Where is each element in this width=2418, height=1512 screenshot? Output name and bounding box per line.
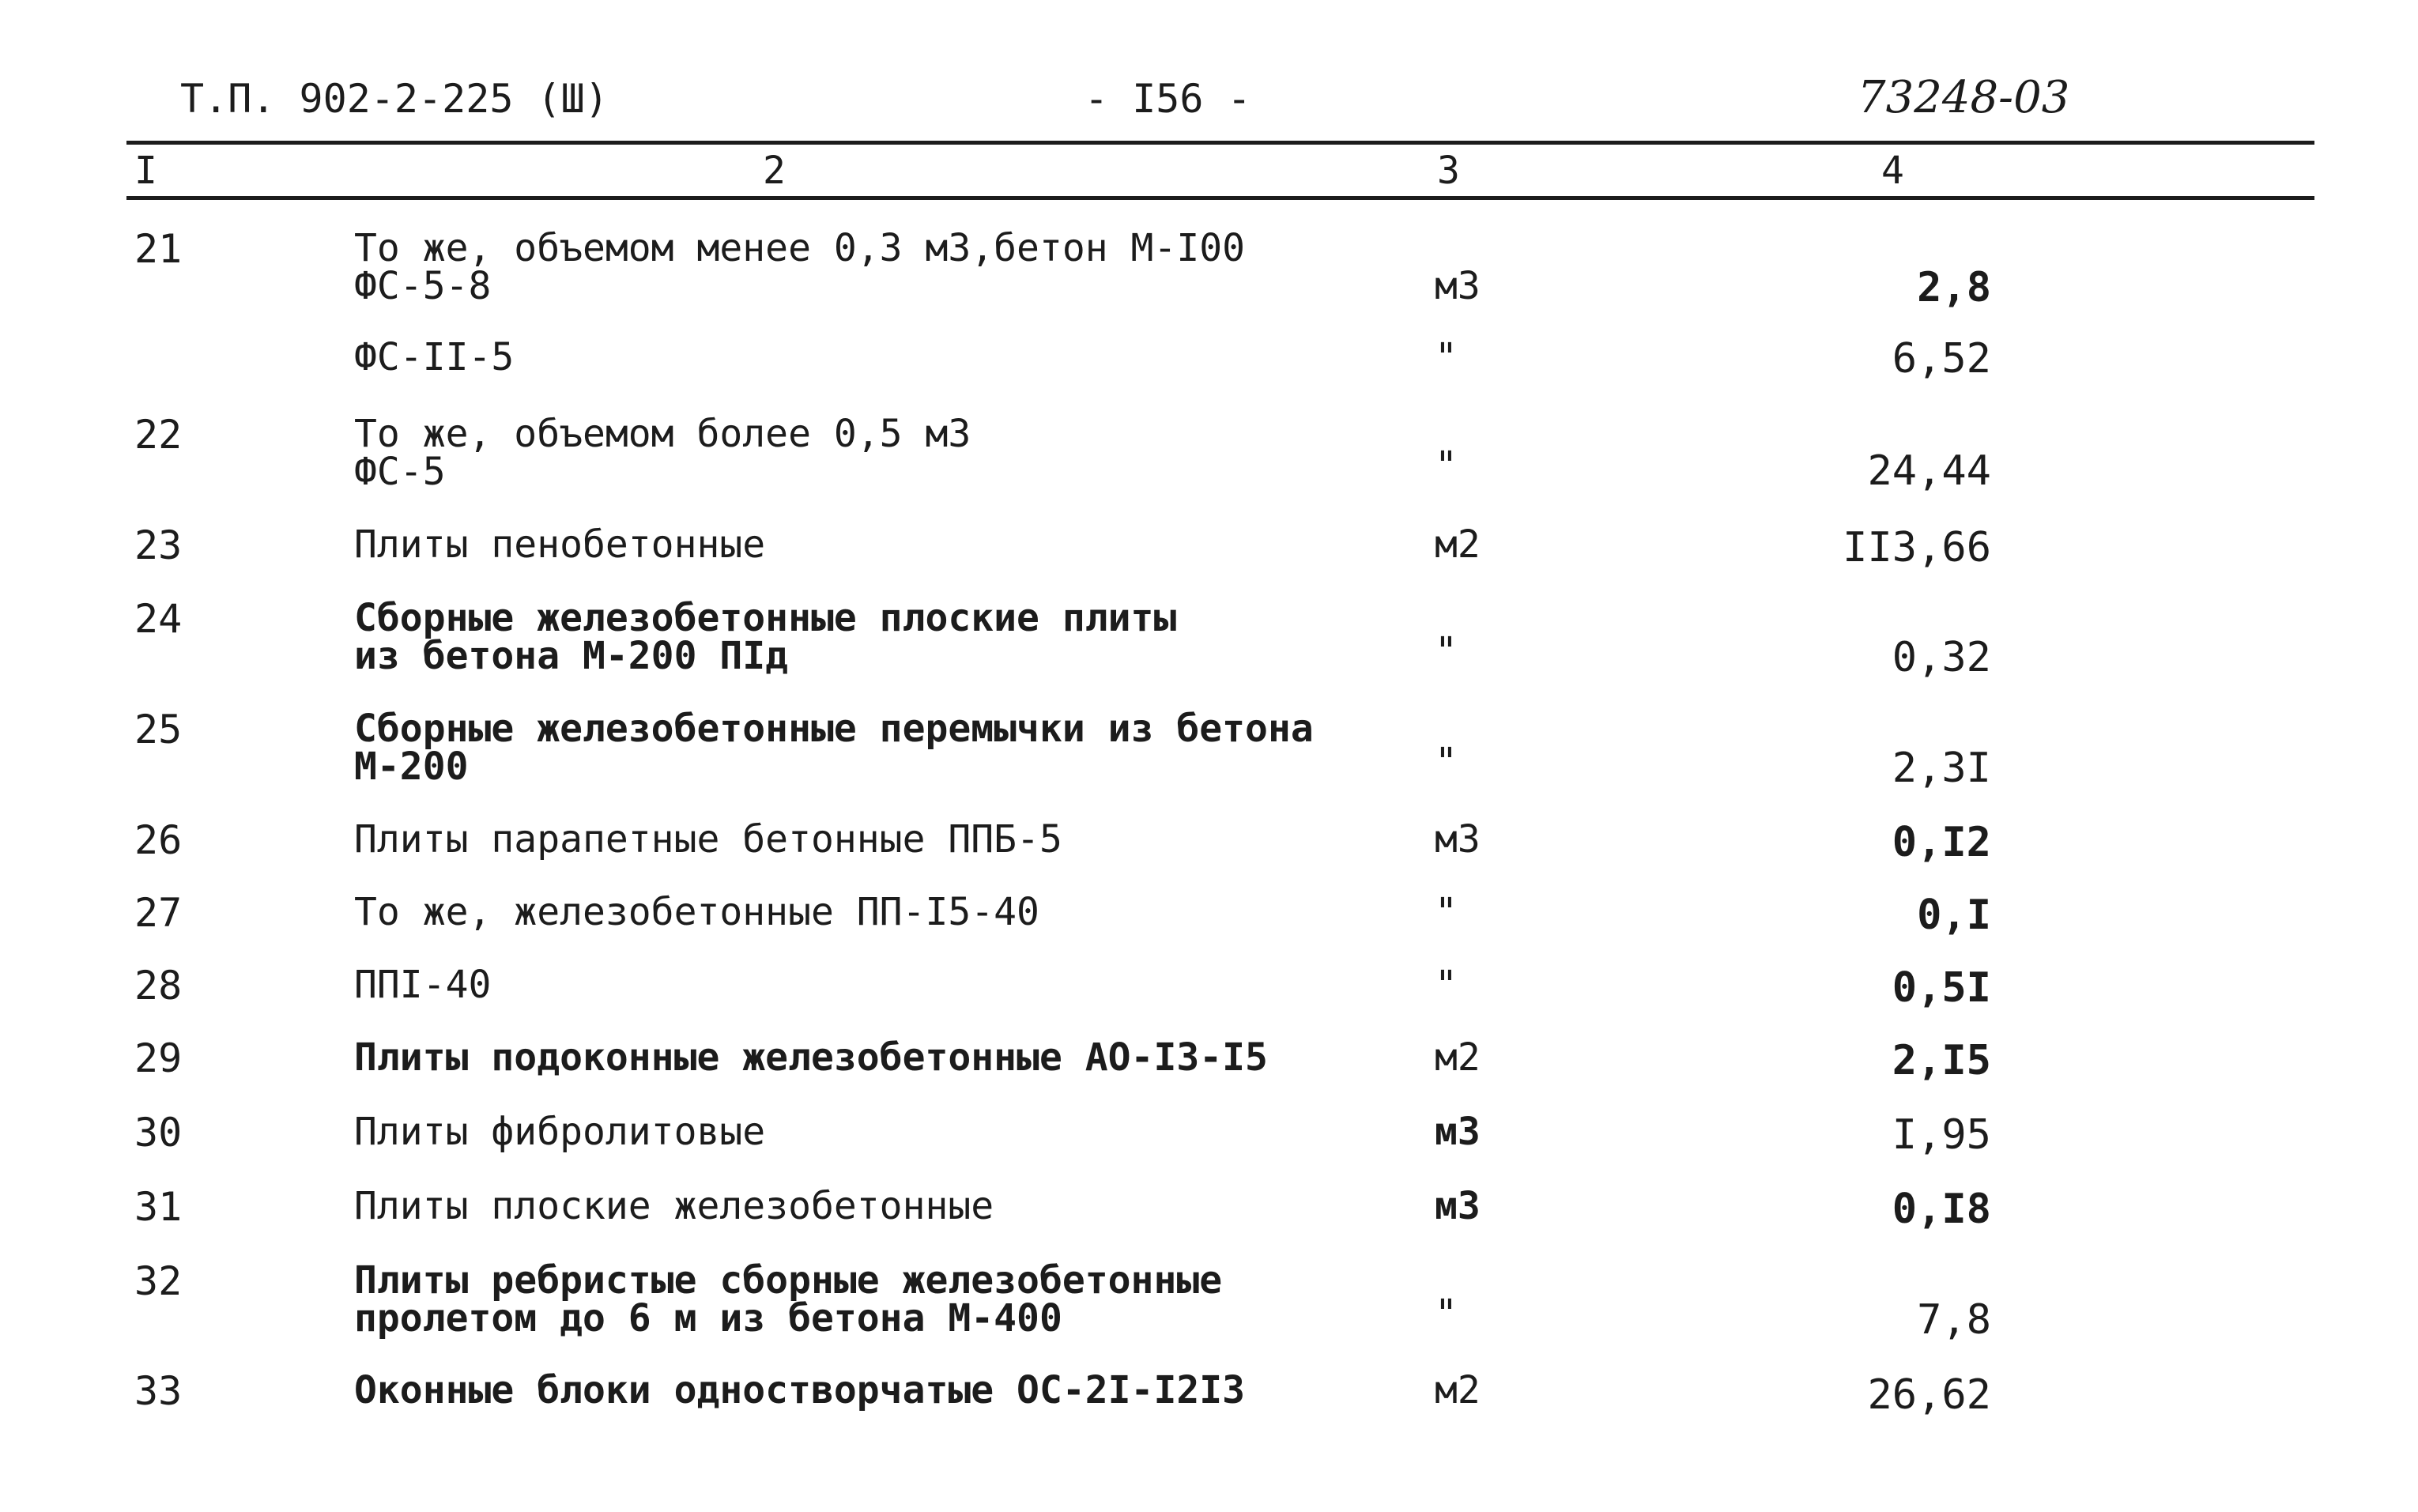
row-number: 22 [134,412,183,458]
row-value: 2,I5 [1892,1037,1991,1084]
row-number: 30 [134,1110,183,1156]
column-number-4: 4 [1881,149,1904,193]
row-number: 24 [134,596,183,642]
row-description: Сборные железобетонные перемычки из бетона М-200 [354,707,1314,789]
document-code: Т.П. 902-2-225 (Ш) [180,76,609,122]
row-description: То же, объемом более 0,5 м3 ФС-5 [354,412,971,494]
row-description: То же, объемом менее 0,3 м3,бетон М-I00 ФС-5-8 [354,226,1246,308]
row-value: II3,66 [1843,524,1991,571]
row-description: Плиты ребристые сборные железобетонные пролетом до 6 м из бетона М-400 [354,1258,1223,1340]
row-unit: м2 [1435,522,1481,567]
row-unit: м3 [1435,264,1481,308]
row-number: 28 [134,963,183,1009]
row-number: 21 [134,226,183,272]
row-unit: " [1435,335,1458,379]
row-value: 24,44 [1867,447,1991,495]
row-description: ППI-40 [354,963,492,1007]
row-value: 2,8 [1917,264,1991,311]
row-value: 6,52 [1892,335,1991,383]
row-unit: м3 [1435,817,1481,862]
row-description: ФС-II-5 [354,335,515,379]
row-unit: " [1435,443,1458,488]
column-number-2: 2 [763,149,786,193]
row-value: I,95 [1892,1111,1991,1159]
row-unit: м3 [1435,1110,1481,1154]
page-number: - I56 - [1085,76,1251,122]
archive-number: 73248-03 [1858,72,2070,123]
row-value: 2,3I [1892,745,1991,792]
row-number: 25 [134,707,183,752]
row-description: То же, железобетонные ПП-I5-40 [354,890,1039,934]
row-value: 26,62 [1867,1371,1991,1419]
column-number-3: 3 [1437,149,1460,193]
column-number-1: I [134,149,157,193]
row-unit: " [1435,1291,1458,1336]
row-number: 31 [134,1184,183,1230]
row-unit: м3 [1435,1184,1481,1228]
row-unit: " [1435,963,1458,1007]
row-number: 23 [134,522,183,568]
row-unit: м2 [1435,1035,1481,1080]
row-value: 7,8 [1917,1296,1991,1344]
row-description: Плиты плоские железобетонные [354,1184,994,1228]
row-value: 0,32 [1892,634,1991,681]
row-description: Плиты пенобетонные [354,522,766,567]
row-unit: " [1435,740,1458,784]
row-value: 0,I2 [1892,819,1991,866]
row-number: 33 [134,1368,183,1414]
row-unit: м2 [1435,1368,1481,1412]
row-description: Плиты подоконные железобетонные АО-I3-I5 [354,1035,1268,1080]
row-unit: " [1435,629,1458,673]
row-number: 26 [134,817,183,863]
row-description: Плиты парапетные бетонные ППБ-5 [354,817,1062,862]
row-value: 0,I8 [1892,1186,1991,1233]
row-description: Оконные блоки одностворчатые ОС-2I-I2I3 [354,1368,1246,1412]
row-unit: " [1435,890,1458,934]
row-description: Плиты фибролитовые [354,1110,766,1154]
row-value: 0,I [1917,892,1991,939]
row-number: 32 [134,1258,183,1304]
row-number: 27 [134,890,183,936]
row-value: 0,5I [1892,964,1991,1012]
row-number: 29 [134,1035,183,1081]
row-description: Сборные железобетонные плоские плиты из бетона М-200 ПIд [354,596,1177,678]
